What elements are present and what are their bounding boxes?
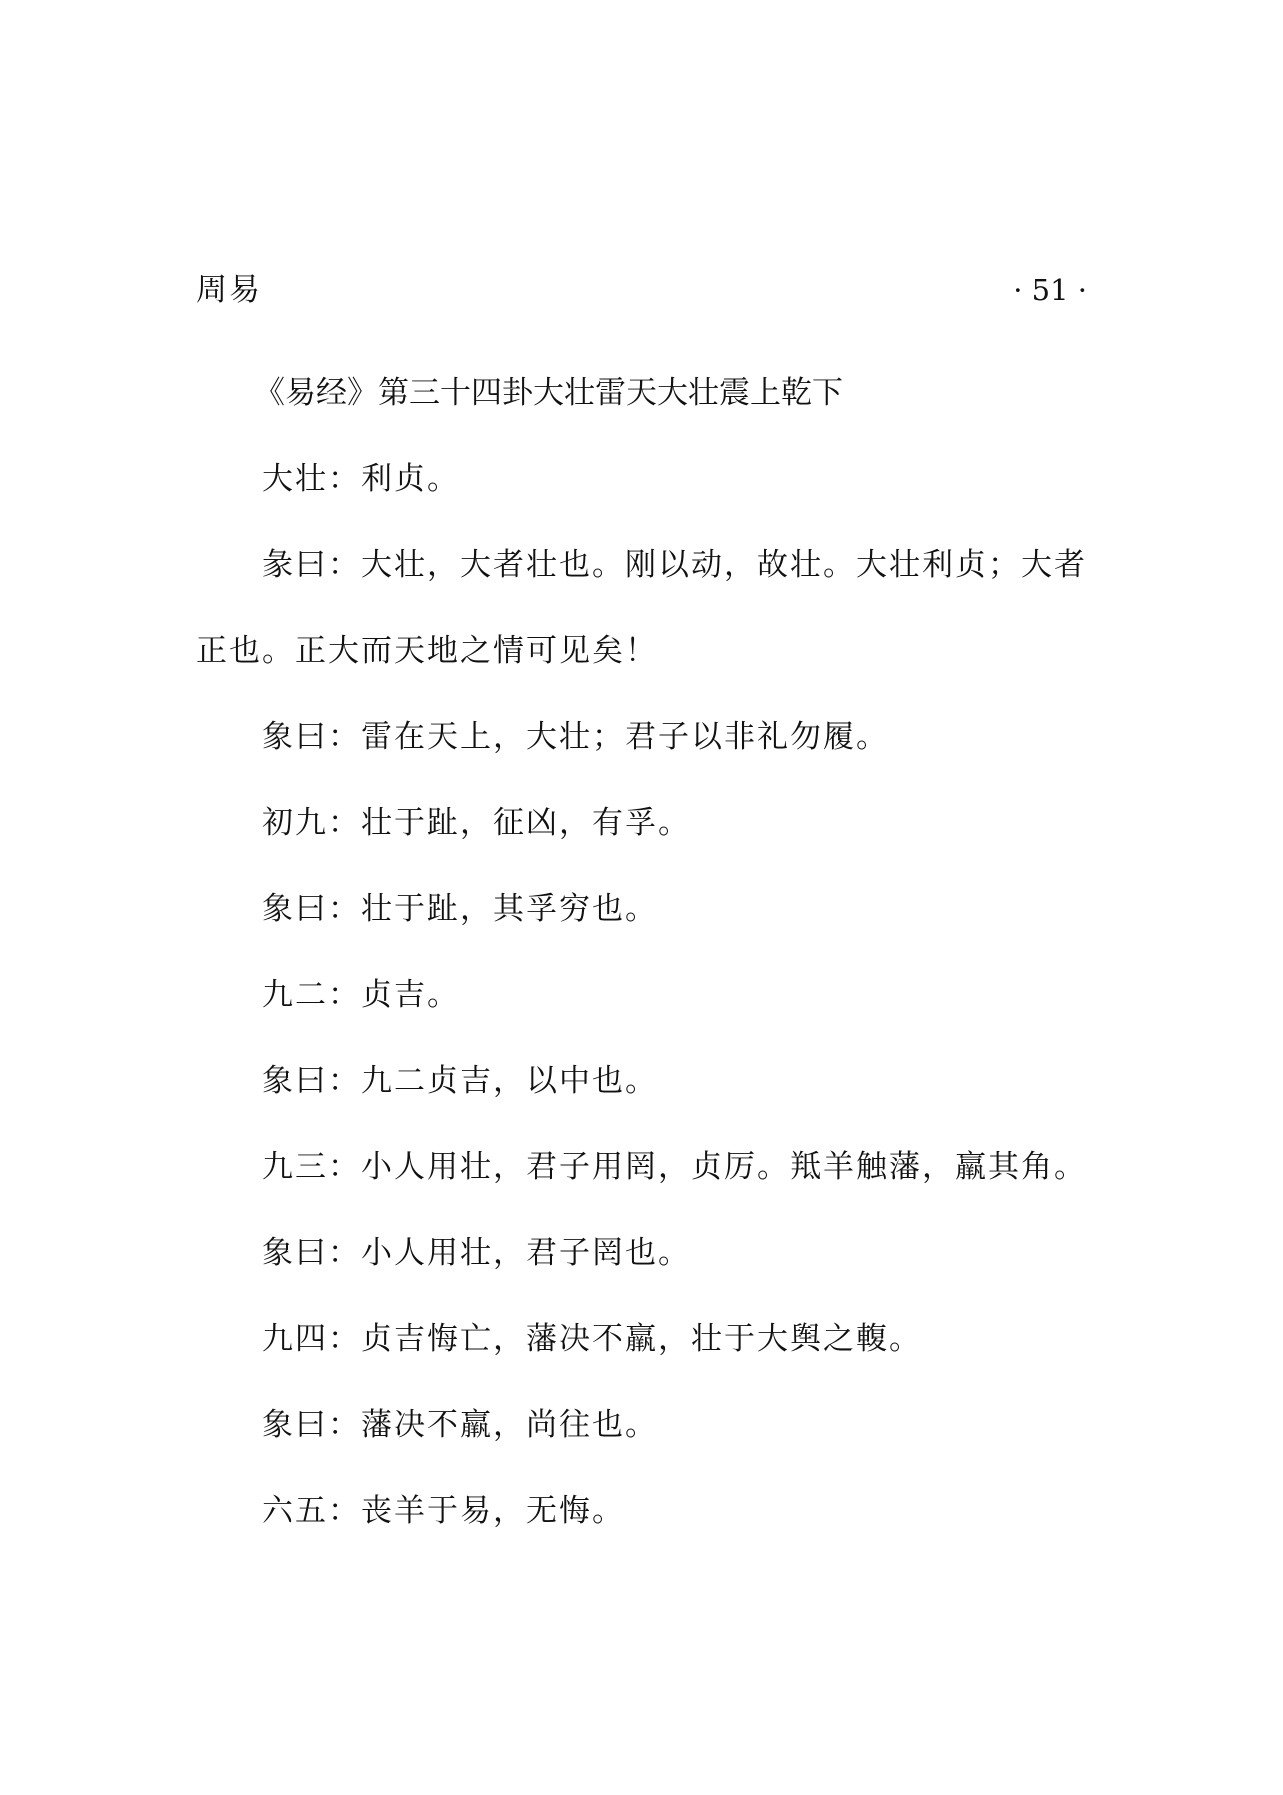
paragraph: 象曰：九二贞吉，以中也。 [262, 1063, 658, 1099]
hexagram-heading: 《易经》第三十四卦大壮雷天大壮震上乾下 [254, 375, 843, 411]
paragraph: 大壮：利贞。 [262, 461, 460, 497]
paragraph: 彖曰：大壮，大者壮也。刚以动，故壮。大壮利贞；大者正也。正大而天地之情可见矣！ [196, 547, 1087, 669]
paragraph: 初九：壮于趾，征凶，有孚。 [262, 805, 691, 841]
paragraph: 九二：贞吉。 [262, 977, 460, 1013]
paragraph: 六五：丧羊于易，无悔。 [262, 1493, 625, 1529]
paragraph: 象曰：藩决不羸，尚往也。 [262, 1407, 658, 1443]
running-title: 周易 [196, 272, 262, 308]
paragraph: 象曰：小人用壮，君子罔也。 [262, 1235, 691, 1271]
page-number: · 51 · [1013, 273, 1087, 307]
paragraph: 象曰：雷在天上，大壮；君子以非礼勿履。 [262, 719, 889, 755]
paragraph: 九四：贞吉悔亡，藩决不羸，壮于大舆之輹。 [262, 1321, 922, 1357]
paragraph: 象曰：壮于趾，其孚穷也。 [262, 891, 658, 927]
paragraph: 九三：小人用壮，君子用罔，贞厉。羝羊触藩，羸其角。 [262, 1149, 1087, 1185]
document-body [196, 350, 1092, 1554]
